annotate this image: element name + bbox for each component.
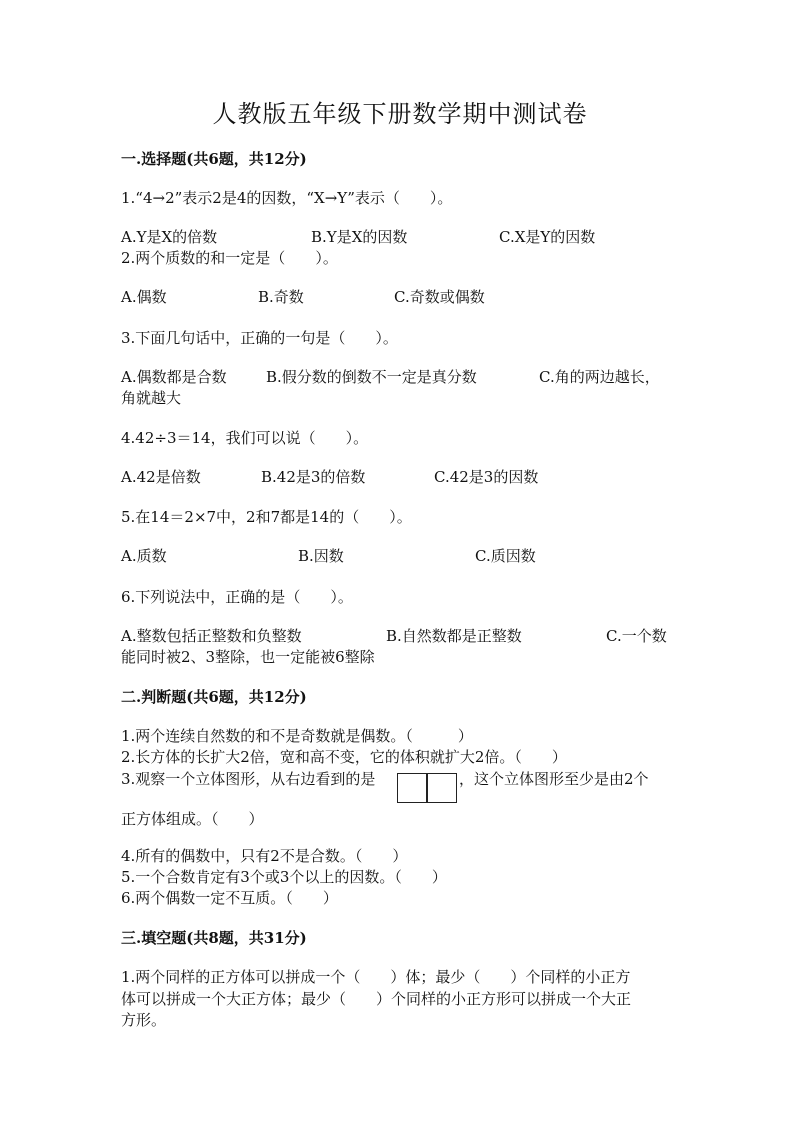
q1-3-option-a: A.偶数都是合数 <box>121 368 227 386</box>
q2-3-text-part2: ，这个立体图形至少是由2个 <box>459 770 649 788</box>
q1-4-stem: 4.42÷3＝14，我们可以说（ ）。 <box>121 429 369 447</box>
q1-4-option-a: A.42是倍数 <box>121 468 201 486</box>
q1-1-option-c: C.X是Y的因数 <box>499 228 596 246</box>
q2-3-cont: 正方体组成。（ ） <box>121 810 264 828</box>
section2-heading: 二.判断题(共6题，共12分) <box>121 688 307 706</box>
q1-6-stem: 6.下列说法中，正确的是（ ）。 <box>121 588 353 606</box>
q1-1-stem: 1.“4→2”表示2是4的因数，“X→Y”表示（ ）。 <box>121 189 453 207</box>
q1-4-option-b: B.42是3的倍数 <box>261 468 366 486</box>
section1-heading: 一.选择题(共6题，共12分) <box>121 150 307 168</box>
q1-5-option-b: B.因数 <box>298 547 344 565</box>
q2-1: 1.两个连续自然数的和不是奇数就是偶数。（ ） <box>121 727 473 745</box>
q2-2: 2.长方体的长扩大2倍，宽和高不变，它的体积就扩大2倍。（ ） <box>121 748 567 766</box>
q1-5-option-a: A.质数 <box>121 547 167 565</box>
q1-3-option-c: C.角的两边越长， <box>539 368 660 386</box>
q3-1-line2: 体可以拼成一个大正方体；最少（ ）个同样的小正方形可以拼成一个大正 <box>121 990 632 1008</box>
q1-1-option-a: A.Y是X的倍数 <box>121 228 218 246</box>
side-view-figure <box>397 773 457 803</box>
q1-1-option-b: B.Y是X的因数 <box>311 228 408 246</box>
q2-3-text-part1: 3.观察一个立体图形，从右边看到的是 <box>121 770 376 788</box>
q1-2-option-c: C.奇数或偶数 <box>394 288 485 306</box>
q1-5-stem: 5.在14＝2×7中，2和7都是14的（ ）。 <box>121 508 412 526</box>
q1-4-option-c: C.42是3的因数 <box>434 468 539 486</box>
q2-5: 5.一个合数肯定有3个或3个以上的因数。（ ） <box>121 868 447 886</box>
q2-6: 6.两个偶数一定不互质。（ ） <box>121 889 338 907</box>
section3-heading: 三.填空题(共8题，共31分) <box>121 929 307 947</box>
q3-1-line3: 方形。 <box>121 1011 167 1029</box>
q1-2-stem: 2.两个质数的和一定是（ ）。 <box>121 249 338 267</box>
q1-2-option-a: A.偶数 <box>121 288 167 306</box>
exam-title: 人教版五年级下册数学期中测试卷 <box>212 100 588 128</box>
q1-3-option-c-cont: 角就越大 <box>121 389 182 407</box>
q1-6-option-a: A.整数包括正整数和负整数 <box>121 627 302 645</box>
q1-6-option-c-cont: 能同时被2、3整除，也一定能被6整除 <box>121 648 375 666</box>
q3-1-line1: 1.两个同样的正方体可以拼成一个（ ）体；最少（ ）个同样的小正方 <box>121 968 631 986</box>
q1-6-option-b: B.自然数都是正整数 <box>386 627 522 645</box>
q1-5-option-c: C.质因数 <box>475 547 536 565</box>
q1-2-option-b: B.奇数 <box>258 288 304 306</box>
q1-3-stem: 3.下面几句话中，正确的一句是（ ）。 <box>121 329 398 347</box>
q2-4: 4.所有的偶数中，只有2不是合数。（ ） <box>121 847 408 865</box>
side-view-divider <box>426 774 428 802</box>
q1-3-option-b: B.假分数的倒数不一定是真分数 <box>266 368 477 386</box>
q1-6-option-c: C.一个数 <box>606 627 667 645</box>
